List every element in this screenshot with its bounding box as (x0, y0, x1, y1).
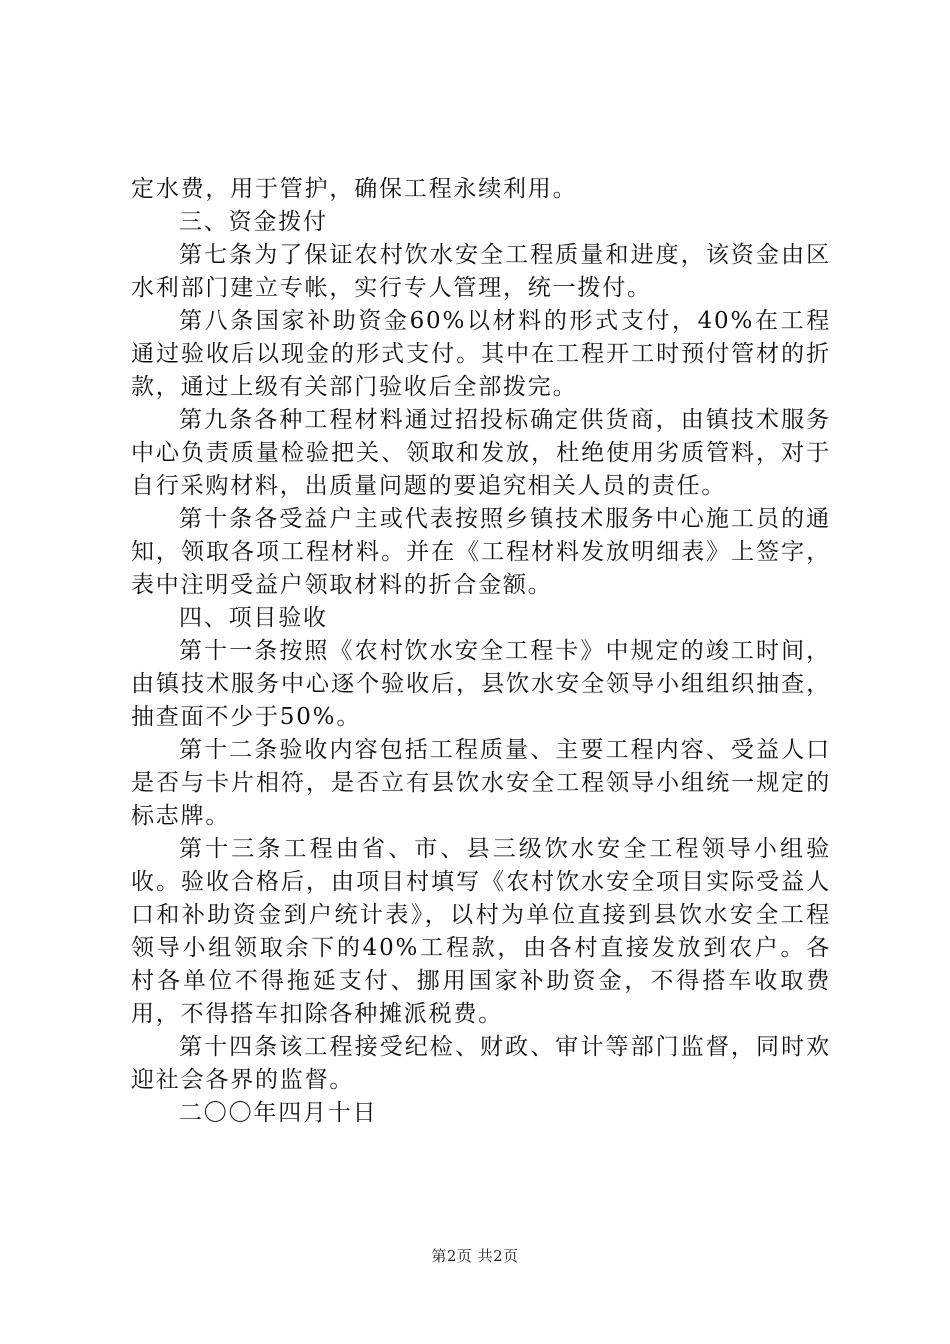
article-7: 第七条为了保证农村饮水安全工程质量和进度，该资金由区水利部门建立专帐，实行专人管理，统一拨付。 (131, 242, 831, 301)
article-11: 第十一条按照《农村饮水安全工程卡》中规定的竣工时间，由镇技术服务中心逐个验收后，县饮水安全领导小组组织抽查，抽查面不少于50%。 (131, 638, 831, 730)
document-date: 二〇〇年四月十日 (179, 1100, 378, 1126)
article-12: 第十二条验收内容包括工程质量、主要工程内容、受益人口是否与卡片相符，是否立有县饮水安全工程领导小组统一规定的标志牌。 (131, 737, 831, 829)
page-number: 第2页 共2页 (431, 1247, 519, 1265)
section-heading-acceptance: 四、项目验收 (179, 605, 328, 631)
article-14: 第十四条该工程接受纪检、财政、审计等部门监督，同时欢迎社会各界的监督。 (131, 1034, 831, 1093)
article-8: 第八条国家补助资金60%以材料的形式支付，40%在工程通过验收后以现金的形式支付。其中在工程开工时预付管材的折款，通过上级有关部门验收后全部拨完。 (131, 308, 831, 400)
article-9: 第九条各种工程材料通过招投标确定供货商，由镇技术服务中心负责质量检验把关、领取和发放，杜绝使用劣质管料，对于自行采购材料，出质量问题的要追究相关人员的责任。 (131, 407, 831, 499)
document-body (131, 173, 831, 1130)
section-heading-funding: 三、资金拨付 (179, 209, 328, 235)
paragraph-continuation: 定水费，用于管护，确保工程永续利用。 (131, 176, 578, 202)
article-10: 第十条各受益户主或代表按照乡镇技术服务中心施工员的通知，领取各项工程材料。并在《工程材料发放明细表》上签字，表中注明受益户领取材料的折合金额。 (131, 506, 831, 598)
article-13: 第十三条工程由省、市、县三级饮水安全工程领导小组验收。验收合格后，由项目村填写《农村饮水安全项目实际受益人口和补助资金到户统计表》，以村为单位直接到县饮水安全工程领导小组领取余下的40%工程款，由各村直接发放到农户。各村各单位不得拖延支付、挪用国家补助资金，不得搭车收取费用，不得搭车扣除各种摊派税费。 (131, 836, 831, 1027)
page-footer (0, 1245, 950, 1266)
